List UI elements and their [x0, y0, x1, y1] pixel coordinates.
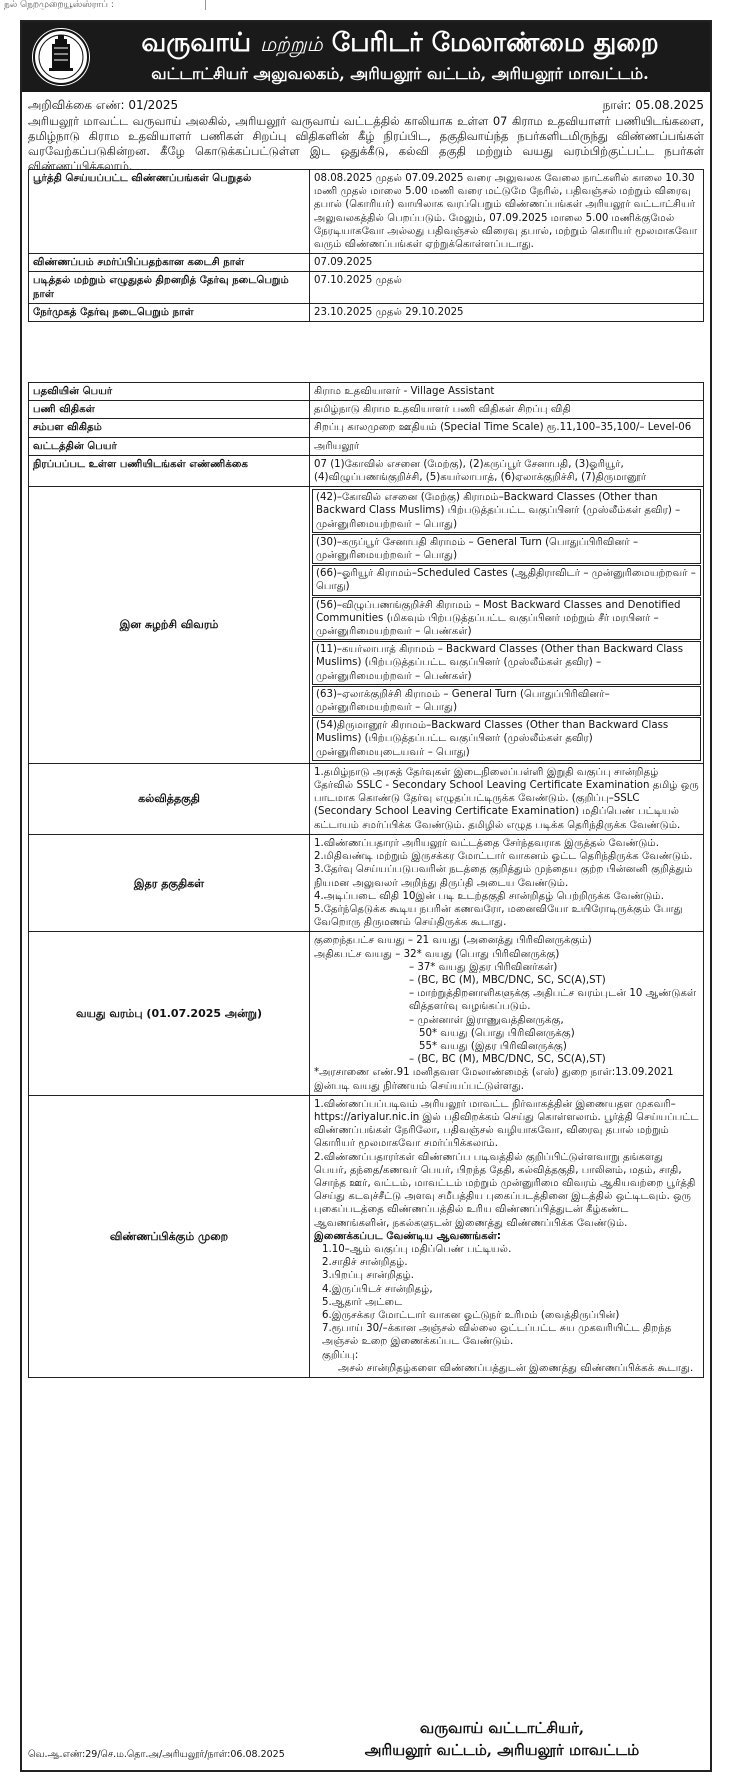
post-value: சிறப்பு காலமுறை ஊதியம் (Special Time Scale) ரூ.11,100–35,100/– Level-06	[310, 419, 704, 437]
list-item: – முன்னாள் இராணுவத்தினருக்கு,	[409, 1014, 564, 1026]
top-strip	[0, 0, 732, 14]
department-title	[100, 26, 700, 61]
other-qualifications-list	[310, 834, 704, 931]
apply-paragraph-2: 2.விண்ணப்பதாரர்கள் விண்ணப்ப படிவத்தில் குறிப்பிட்டுள்ளவாறு தங்களது பெயர், தந்தை/கணவர் பெயர், பிறந்த தேதி, கல்வித்தகுதி, பாலினம், மதம், சாதி, சொந்த ஊர், வட்டம், மாவட்டம் மற்றும் முன்னுரிமை விவரம் ஆகியவற்றை பூர்த்தி செய்து கடவுச்சீட்டு அளவு சமீபத்திய புகைப்படத்தினை இடத்தில் ஒட்டிடவும். ஒரு புகைப்படத்தை விண்ணப்பத்தில் உரிய விண்ணப்பித்துடன் கீழ்கண்ட ஆவணங்களின், நகல்களுடன் இணைத்து விண்ணப்பிக்க வேண்டும்.	[314, 1151, 696, 1229]
office-title: வட்டாட்சியர் அலுவலகம், அரியலூர் வட்டம், அரியலூர் மாவட்டம்.	[151, 64, 649, 83]
schedule-key: நேர்முகத் தேர்வு நடைபெறும் நாள்	[29, 303, 310, 321]
post-value: அரியலூர்	[310, 437, 704, 455]
table-row	[29, 419, 704, 437]
rotation-item: (42)–கோவில் எசனை (மேற்கு) கிராமம்–Backward Classes (Other than Backward Class Muslims) பிற்படுத்தப்பட்ட வகுப்பினர் (முஸ்லீம்கள் தவிர) – முன்னுரிமையற்றவர் – பொது)	[312, 489, 701, 533]
schedule-key: படித்தல் மற்றும் எழுதுதல் திறனறித் தேர்வு நடைபெறும் நாள்	[29, 272, 310, 303]
schedule-value: 23.10.2025 முதல் 29.10.2025	[310, 303, 704, 321]
dept-title-part-a: வருவாய்	[141, 28, 252, 58]
signature-line-2: அரியலூர் வட்டம், அரியலூர் மாவட்டம்	[364, 1741, 640, 1759]
rotation-label: இன சுழற்சி விவரம்	[29, 487, 310, 764]
schedule-value: 07.10.2025 முதல்	[310, 272, 704, 303]
dept-title-part-b: பேரிடர் மேலாண்மை துறை	[331, 28, 659, 58]
documents-title: இணைக்கப்பட வேண்டிய ஆவணங்கள்:	[314, 1230, 502, 1242]
table-row	[29, 383, 704, 401]
schedule-key: விண்ணப்பம் சமர்ப்பிப்பதற்கான கடைசி நாள்	[29, 254, 310, 272]
table-row	[29, 272, 704, 303]
post-value: கிராம உதவியாளர் - Village Assistant	[310, 383, 704, 401]
rotation-list	[310, 487, 704, 764]
table-row	[29, 254, 704, 272]
list-item: அதிகபட்ச வயது – 32* வயது (பொது பிரிவினருக்கு)	[314, 948, 560, 960]
signature-line-1: வருவாய் வட்டாட்சியர்,	[419, 1719, 585, 1737]
post-key: பணி விதிகள்	[29, 401, 310, 419]
schedule-key: பூர்த்தி செய்யப்பட்ட விண்ணப்பங்கள் பெறுதல்	[29, 170, 310, 254]
list-item: 2.சாதிச் சான்றிதழ்.	[322, 1257, 408, 1269]
post-key: நிரப்பப்பட உள்ள பணியிடங்கள் எண்ணிக்கை	[29, 455, 310, 486]
list-item: 3.பிறப்பு சான்றிதழ்.	[322, 1270, 415, 1282]
table-row	[29, 455, 704, 486]
header-banner	[22, 22, 710, 92]
rotation-item: (63)–ஏலாக்குறிச்சி கிராமம் – General Turn (பொதுப்பிரிவினர்– முன்னுரிமையற்றவர் – பொது)	[312, 686, 701, 716]
footer-reference: வெ.ஆ.எண்:29/செ.ம.தொ.அ/அரியலூர்/நாள்:06.08.2025	[28, 1749, 285, 1760]
table-row	[29, 170, 704, 254]
age-limit-label: வயது வரம்பு (01.07.2025 அன்று)	[29, 932, 310, 1095]
list-item: – (BC, BC (M), MBC/DNC, SC, SC(A),ST)	[409, 1054, 606, 1066]
list-item: 6.இருசக்கர மோட்டார் வாகன ஓட்டுநர் உரிமம் (வைத்திருப்பின்)	[322, 1310, 620, 1321]
schedule-value: 08.08.2025 முதல் 07.09.2025 வரை அலுவலக வேலை நாட்களில் காலை 10.30 மணி முதல் மாலை 5.00 மணி வரை மட்டுமே நேரில், பதிவஞ்சல் மற்றும் விரைவு தபால் (கொரியர்) வாயிலாக வரப்பெறும் விண்ணப்பங்கள் அரியலூர் வட்டாட்சியர் அலுவலகத்தில் பெறப்படும். மேலும், 07.09.2025 மாலை 5.00 மணிக்குமேல் நேரடியாகவோ அல்லது பதிவஞ்சல் விரைவு தபால், மற்றும் கொரியர் மூலமாகவோ வரும் விண்ணப்பங்கள் ஏற்றுக்கொள்ளப்படாது.	[310, 170, 704, 254]
notice-date: நாள்: 05.08.2025	[602, 98, 704, 112]
post-details-table	[28, 382, 704, 1378]
list-item: 1.10–ஆம் வகுப்பு மதிப்பெண் பட்டியல்.	[322, 1243, 512, 1255]
apply-method-label: விண்ணப்பிக்கும் முறை	[29, 1095, 310, 1377]
schedule-table	[28, 169, 704, 322]
list-item: 2.மிதிவண்டி மற்றும் இருசக்கர மோட்டார் வாகனம் ஓட்ட தெரிந்திருக்க வேண்டும்.	[314, 851, 693, 863]
top-strip-text: நல் நெறமுறையூஸ்ஸ்ராப் :	[4, 0, 114, 10]
apply-method-content	[310, 1095, 704, 1377]
education-label: கல்வித்தகுதி	[29, 763, 310, 834]
state-emblem-icon	[32, 28, 90, 86]
post-value: தமிழ்நாடு கிராம உதவியாளர் பணி விதிகள் சிறப்பு விதி	[310, 401, 704, 419]
list-item: 50* வயது (பொது பிரிவினருக்கு)	[419, 1027, 575, 1039]
schedule-value: 07.09.2025	[310, 254, 704, 272]
rotation-item: (30)–கருப்பூர் சேனாபதி கிராமம் – General Turn (பொதுப்பிரிவினர் – முன்னுரிமையற்றவர் – பொது)	[312, 534, 701, 564]
dept-title-mid: மற்றும்	[260, 32, 323, 56]
list-item: 55* வயது (இதர பிரிவினருக்கு)	[419, 1040, 567, 1052]
list-item: – மாற்றுத்திறனாளிகளுக்கு அதிபட்ச வரம்புடன் 10 ஆண்டுகள் வித்தளர்வு வழங்கப்படும்.	[409, 988, 697, 1013]
table-row	[29, 834, 704, 931]
note-text: அசல் சான்றிதழ்களை விண்ணப்பத்துடன் இணைத்து விண்ணப்பிக்கக் கூடாது.	[338, 1362, 694, 1374]
list-item: 5.ஆதார் அட்டை	[322, 1296, 403, 1308]
list-item: 4.அடிப்படை விதி 10இன் படி உடற்தகுதி சான்றிதழ் பெற்றிருக்க வேண்டும்.	[314, 890, 664, 902]
notice-number: அறிவிக்கை எண்: 01/2025	[28, 98, 179, 112]
post-value: 07 (1)கோவில் எசனை (மேற்கு), (2)கருப்பூர் சேனாபதி, (3)ஓரியூர், (4)விழுப்பணங்குறிச்சி, (5)கயர்லாபாத், (6)ஏலாக்குறிச்சி, (7)திருமானூர்	[310, 455, 704, 486]
post-key: சம்பள விகிதம்	[29, 419, 310, 437]
education-text: 1.தமிழ்நாடு அரசுத் தேர்வுகள் இடைநிலைப்பள்ளி இறுதி வகுப்பு சான்றிதழ் தேர்வில் SSLC - Secondary School Leaving Certificate Examination தமிழ் ஒரு பாடமாக கொண்டு தேர்வு எழுதப்பட்டிருக்க வேண்டும். (குறிப்பு–SSLC (Secondary School Leaving Certificate Examination) மதிப்பெண் பட்டியல் கட்டாயம் சமர்ப்பிக்க வேண்டும். தமிழில் எழுத படிக்க தெரிந்திருக்க வேண்டும்.	[310, 763, 704, 834]
age-limit-list	[310, 932, 704, 1095]
note-title: குறிப்பு:	[322, 1349, 359, 1361]
rotation-item: (54)திருமானூர் கிராமம்–Backward Classes (Other than Backward Class Muslims) (பிற்படுத்தப்பட்ட வகுப்பினர் (முஸ்லீம்கள் தவிர) முன்னுரிமையுடையவர் – பொது)	[312, 717, 701, 761]
list-item: – 37* வயது இதர பிரிவினர்கள்)	[409, 961, 558, 973]
table-row	[29, 303, 704, 321]
list-item: 5.தேர்ந்தெடுக்க கூடிய நபரின் கணவரோ, மனைவியோ உயிரோடிருக்கும் போது வேறொரு திருமணம் செய்திருக்க கூடாது.	[314, 903, 683, 929]
table-row	[29, 763, 704, 834]
table-row	[29, 437, 704, 455]
list-item: 1.விண்ணப்பதாரர் அரியலூர் வட்டத்தை சேர்ந்தவராக இருத்தல் வேண்டும்.	[314, 837, 659, 849]
table-row	[29, 932, 704, 1095]
intro-paragraph: அரியலூர் மாவட்ட வருவாய் அலகில், அரியலூர் வருவாய் வட்டத்தில் காலியாக உள்ள 07 கிராம உதவியாளர் பணியிடங்களை, தமிழ்நாடு கிராம உதவியாளர் பணிகள் சிறப்பு விதிகளின் கீழ் நிரப்பிட, தகுதிவாய்ந்த நபர்களிடமிருந்து விண்ணப்பங்கள் வரவேற்கப்படுகின்றன. கீழே கொடுக்கப்பட்டுள்ள இட ஒதுக்கீடு, கல்வி தகுதி மற்றும் வயது வரம்பிற்குட்பட்ட நபர்கள் விண்ணப்பிக்கலாம்.	[28, 114, 704, 173]
list-item: குறைந்தபட்ச வயது – 21 வயது (அனைத்து பிரிவினருக்கும்)	[314, 935, 592, 947]
post-key: வட்டத்தின் பெயர்	[29, 437, 310, 455]
other-qualifications-label: இதர தகுதிகள்	[29, 834, 310, 931]
rotation-item: (56)–விழுப்பணங்குறிச்சி கிராமம் – Most Backward Classes and Denotified Communities (மிகவும் பிற்படுத்தப்பட்ட வகுப்பினர் மற்றும் சீர் மரபினர் – முன்னுரிமையற்றவர் – பெண்கள்)	[312, 597, 701, 641]
table-row	[29, 487, 704, 764]
rotation-item: (66)–ஓரியூர் கிராமம்–Scheduled Castes (ஆதிதிராவிடர் – முன்னுரிமையற்றவர் – பொது)	[312, 565, 701, 595]
list-item: 7.ரூபாய் 30/–க்கான அஞ்சல் வில்லை ஒட்டப்பட்ட சுய முகவரியிட்ட திறந்த அஞ்சல் உறை இணைக்கப்பட வேண்டும்.	[322, 1323, 672, 1348]
apply-paragraph-1: 1.விண்ணப்பப்படிவம் அரியலூர் மாவட்ட நிர்வாகத்தின் இணையதள முகவரி– https://ariyalur.nic.in இல் பதிவிறக்கம் செய்து கொள்ளலாம். பூர்த்தி செய்யப்பட்ட விண்ணப்பங்கள் நேரிலோ, பதிவஞ்சல் வழியாகவோ, விரைவு தபால் மற்றும் கொரியர் மூலமாகவோ சமர்ப்பிக்கலாம்.	[314, 1098, 699, 1150]
list-item: 4.இருப்பிடச் சான்றிதழ்,	[322, 1283, 433, 1295]
signature-block	[302, 1717, 702, 1761]
list-item: 3.தேர்வு செய்யப்படுபவரின் நடத்தை குறித்தும் முந்தைய குற்ற பின்னனி குறித்தும் நியமன அலுவலர் அறிந்து திருப்தி அடைய வேண்டும்.	[314, 864, 693, 889]
notice-page	[20, 20, 712, 1772]
list-item: – (BC, BC (M), MBC/DNC, SC, SC(A),ST)	[409, 974, 606, 986]
table-row	[29, 401, 704, 419]
top-strip-rule	[205, 0, 726, 10]
table-row	[29, 1095, 704, 1377]
list-item: *அரசாணை எண்.91 மனிதவள மேலாண்மைத் (எஸ்) துறை நாள்:13.09.2021 இன்படி வயது நிர்ணயம் செய்யப்பட்டுள்ளது.	[314, 1067, 674, 1092]
post-key: பதவியின் பெயர்	[29, 383, 310, 401]
rotation-item: (11)–கயர்லாபாத் கிராமம் – Backward Classes (Other than Backward Class Muslims) (பிற்படுத்தப்பட்ட வகுப்பினர் (முஸ்லீம்கள் தவிர) – முன்னுரிமையற்றவர் – பெண்கள்)	[312, 641, 701, 685]
